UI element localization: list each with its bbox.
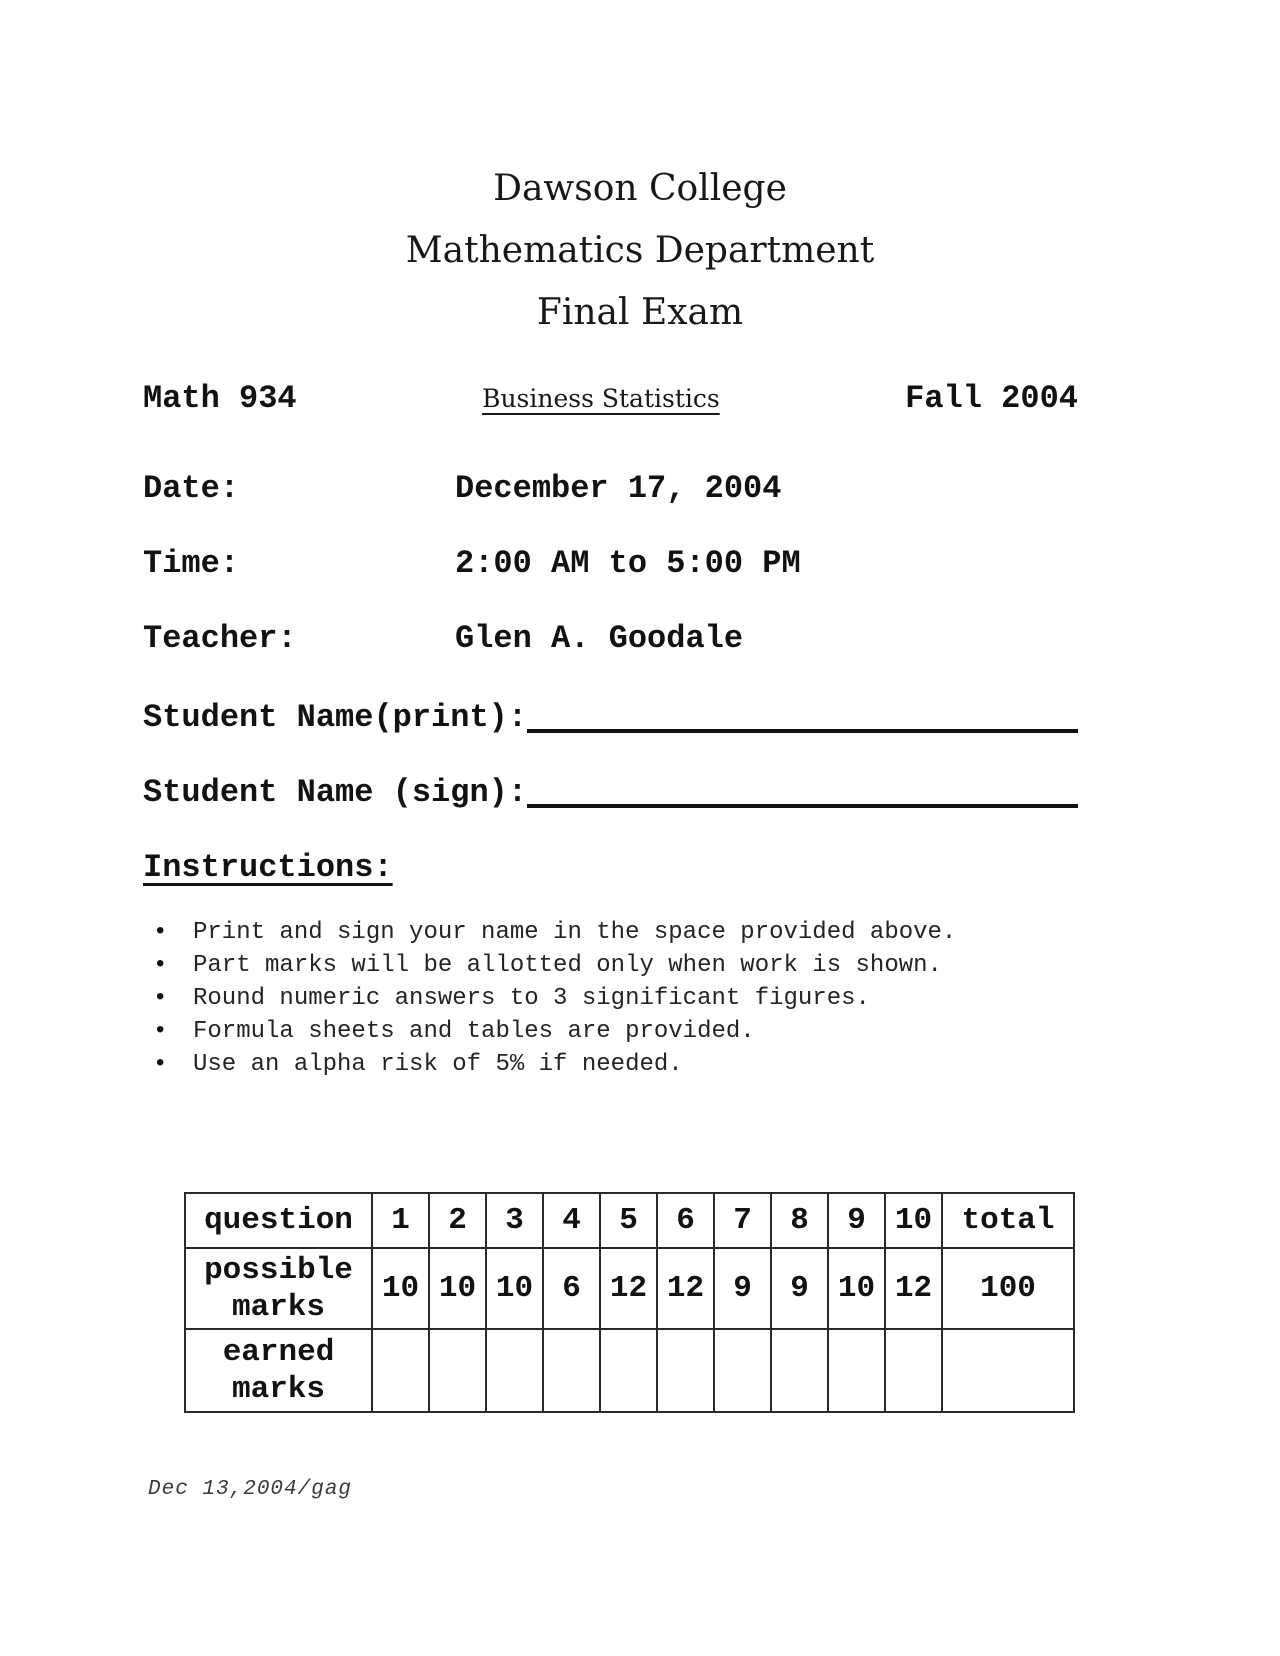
marks-table [184, 1192, 1075, 1413]
date-row [143, 470, 1078, 507]
possible-q8: 9 [771, 1248, 828, 1329]
department-name: Mathematics Department [405, 230, 875, 271]
header-q5: 5 [600, 1193, 657, 1248]
possible-total: 100 [942, 1248, 1074, 1329]
earned-q8 [771, 1329, 828, 1412]
earned-q6 [657, 1329, 714, 1412]
instruction-item [143, 982, 1143, 1015]
earned-q3 [486, 1329, 543, 1412]
earned-q10 [885, 1329, 942, 1412]
course-name: Business Statistics [482, 384, 720, 413]
teacher-label: Teacher: [143, 620, 297, 657]
possible-q10: 12 [885, 1248, 942, 1329]
header-q3: 3 [486, 1193, 543, 1248]
instruction-item [143, 1015, 1143, 1048]
possible-marks-row [185, 1248, 1074, 1329]
earned-q7 [714, 1329, 771, 1412]
header-question: question [185, 1193, 372, 1248]
course-term: Fall 2004 [905, 380, 1078, 417]
instructions-list [143, 916, 1143, 1081]
student-name-print-blank-line [527, 729, 1078, 733]
earned-q4 [543, 1329, 600, 1412]
bullet-icon: • [153, 1018, 168, 1045]
instruction-text: Formula sheets and tables are provided. [193, 1018, 755, 1045]
possible-marks-label: possible marks [185, 1248, 372, 1329]
college-name: Dawson College [493, 168, 787, 209]
bullet-icon: • [153, 919, 168, 946]
header-q9: 9 [828, 1193, 885, 1248]
possible-q1: 10 [372, 1248, 429, 1329]
possible-q5: 12 [600, 1248, 657, 1329]
instruction-text: Use an alpha risk of 5% if needed. [193, 1051, 683, 1078]
instruction-text: Part marks will be allotted only when work is shown. [193, 952, 942, 979]
time-label: Time: [143, 545, 240, 582]
possible-q6: 12 [657, 1248, 714, 1329]
earned-marks-row [185, 1329, 1074, 1412]
earned-q2 [429, 1329, 486, 1412]
header-q2: 2 [429, 1193, 486, 1248]
possible-q7: 9 [714, 1248, 771, 1329]
possible-q2: 10 [429, 1248, 486, 1329]
instruction-item [143, 1048, 1143, 1081]
course-row [143, 380, 1078, 417]
instruction-item [143, 916, 1143, 949]
header-q4: 4 [543, 1193, 600, 1248]
date-label: Date: [143, 470, 240, 507]
time-value: 2:00 AM to 5:00 PM [455, 545, 801, 582]
instructions-heading: Instructions: [143, 849, 393, 886]
bullet-icon: • [153, 985, 168, 1012]
date-value: December 17, 2004 [455, 470, 782, 507]
exam-title: Final Exam [536, 292, 744, 333]
marks-table-header-row [185, 1193, 1074, 1248]
student-name-print-label: Student Name(print): [143, 699, 528, 736]
teacher-value: Glen A. Goodale [455, 620, 744, 657]
instruction-text: Print and sign your name in the space provided above. [193, 919, 957, 946]
header-q8: 8 [771, 1193, 828, 1248]
earned-q9 [828, 1329, 885, 1412]
bullet-icon: • [153, 952, 168, 979]
teacher-row [143, 620, 1078, 657]
earned-q5 [600, 1329, 657, 1412]
possible-q9: 10 [828, 1248, 885, 1329]
bullet-icon: • [153, 1051, 168, 1078]
course-code: Math 934 [143, 380, 297, 417]
header-total: total [942, 1193, 1074, 1248]
possible-q3: 10 [486, 1248, 543, 1329]
footer-note: Dec 13,2004/gag [148, 1478, 353, 1501]
header-q10: 10 [885, 1193, 942, 1248]
possible-q4: 6 [543, 1248, 600, 1329]
instruction-item [143, 949, 1143, 982]
student-name-sign-label: Student Name (sign): [143, 774, 528, 811]
instruction-text: Round numeric answers to 3 significant figures. [193, 985, 870, 1012]
earned-q1 [372, 1329, 429, 1412]
header-q1: 1 [372, 1193, 429, 1248]
student-name-sign-row [143, 774, 1078, 811]
student-name-sign-blank-line [527, 804, 1078, 808]
time-row [143, 545, 1078, 582]
student-name-print-row [143, 699, 1078, 736]
earned-marks-label: earned marks [185, 1329, 372, 1412]
title-block [0, 158, 1280, 344]
earned-total [942, 1329, 1074, 1412]
header-q7: 7 [714, 1193, 771, 1248]
header-q6: 6 [657, 1193, 714, 1248]
